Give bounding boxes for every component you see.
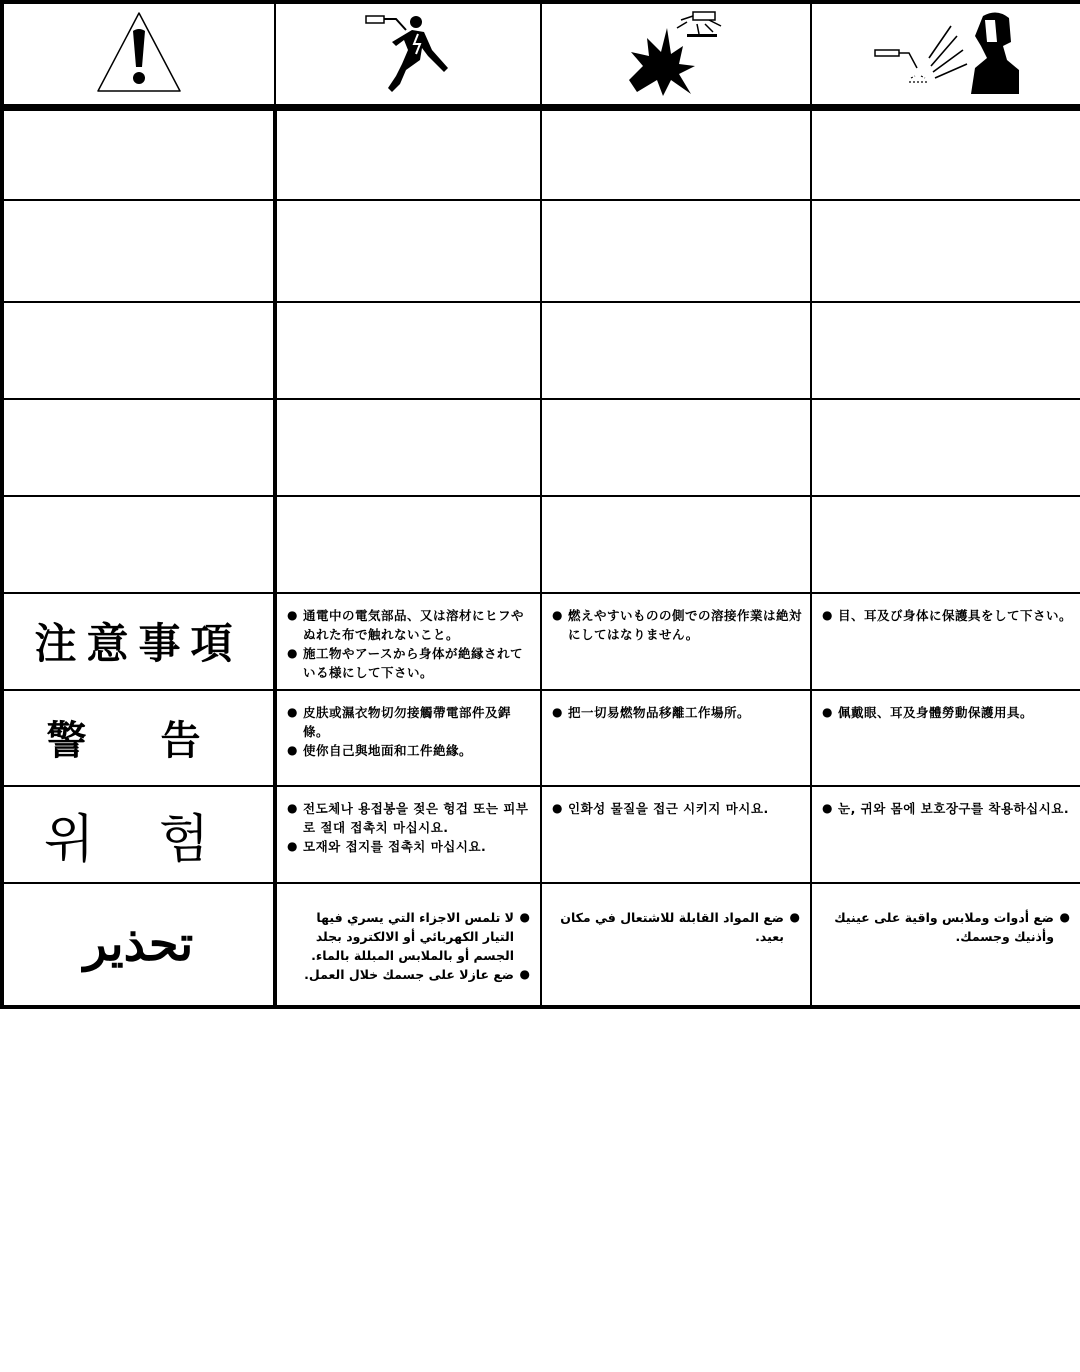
blank-cell xyxy=(541,399,811,496)
bullet-item: ● لا تلمس الاجزاء التي يسري فيها التيار الكهربائي أو الالكترود بجلد الجسم أو بالملابس المبللة بالماء. xyxy=(287,908,530,965)
bullet-item: ● 눈, 귀와 몸에 보호장구를 착용하십시요. xyxy=(822,799,1072,818)
bullet-item: ● 施工物やアースから身体が絶縁されている様にして下さい。 xyxy=(287,644,532,682)
cell-fire-arabic xyxy=(541,883,811,1007)
cell-shock-arabic xyxy=(275,883,541,1007)
bullet-item: ● ضع المواد القابلة للاشتعال في مكان بعيد. xyxy=(552,908,800,946)
blank-cell xyxy=(2,399,275,496)
icon-cell-warning xyxy=(2,2,275,108)
bullet-item: ● 皮肤或濕衣物切勿接觸帶電部件及銲條。 xyxy=(287,703,532,741)
icon-cell-arc xyxy=(811,2,1080,108)
warning-triangle-icon xyxy=(94,9,184,95)
fire-explosion-icon xyxy=(621,6,731,98)
cell-shock-korean xyxy=(275,786,541,883)
label-japanese xyxy=(2,593,275,690)
cell-arc-arabic xyxy=(811,883,1080,1007)
blank-cell xyxy=(2,200,275,302)
bullet-item: ● ضع عازلا على جسمك خلال العمل. xyxy=(287,965,530,984)
cell-arc-korean xyxy=(811,786,1080,883)
arc-rays-icon xyxy=(871,6,1021,98)
blank-cell xyxy=(275,108,541,200)
blank-cell xyxy=(811,302,1080,399)
blank-cell xyxy=(811,200,1080,302)
label-arabic xyxy=(2,883,275,1007)
blank-cell xyxy=(2,496,275,593)
icon-cell-shock xyxy=(275,2,541,108)
label-korean-text: 위 험 xyxy=(44,809,233,870)
blank-row xyxy=(2,496,1080,593)
label-korean xyxy=(2,786,275,883)
blank-cell xyxy=(811,496,1080,593)
bullet-item: ● 把一切易燃物品移離工作場所。 xyxy=(552,703,802,722)
bullet-item: ● 인화성 물질을 접근 시키지 마시요. xyxy=(552,799,802,818)
bullet-item: ● 通電中の電気部品、又は溶材にヒフやぬれた布で触れないこと。 xyxy=(287,606,532,644)
blank-cell xyxy=(275,496,541,593)
bullet-item: ● 使你自己與地面和工件絶緣。 xyxy=(287,741,532,760)
bullet-item: ● 전도체나 용접봉을 젖은 헝겁 또는 피부로 절대 접촉치 마십시요. xyxy=(287,799,532,837)
bullet-item: ● 燃えやすいものの側での溶接作業は絶対にしてはなりません。 xyxy=(552,606,802,644)
blank-cell xyxy=(275,399,541,496)
icon-row xyxy=(2,2,1080,108)
blank-cell xyxy=(541,200,811,302)
blank-cell xyxy=(2,302,275,399)
blank-row xyxy=(2,200,1080,302)
blank-cell xyxy=(541,108,811,200)
cell-fire-japanese xyxy=(541,593,811,690)
label-arabic-text: تحذير xyxy=(83,916,194,972)
icon-cell-fire xyxy=(541,2,811,108)
row-arabic xyxy=(2,883,1080,1007)
bullet-item: ● 目、耳及び身体に保護具をして下さい。 xyxy=(822,606,1072,625)
electric-shock-icon xyxy=(362,8,454,96)
blank-cell xyxy=(811,108,1080,200)
blank-cell xyxy=(2,108,275,200)
row-japanese xyxy=(2,593,1080,690)
cell-shock-japanese xyxy=(275,593,541,690)
blank-row xyxy=(2,302,1080,399)
row-korean xyxy=(2,786,1080,883)
blank-cell xyxy=(541,302,811,399)
cell-shock-chinese xyxy=(275,690,541,786)
bullet-item: ● 佩戴眼、耳及身體勞動保護用具。 xyxy=(822,703,1072,722)
blank-cell xyxy=(275,302,541,399)
cell-arc-chinese xyxy=(811,690,1080,786)
blank-cell xyxy=(541,496,811,593)
label-japanese-text: 注意事項 xyxy=(34,619,243,668)
blank-cell xyxy=(811,399,1080,496)
blank-row xyxy=(2,108,1080,200)
label-chinese-text: 警 告 xyxy=(46,717,231,764)
row-chinese xyxy=(2,690,1080,786)
blank-row xyxy=(2,399,1080,496)
cell-fire-korean xyxy=(541,786,811,883)
cell-fire-chinese xyxy=(541,690,811,786)
label-chinese xyxy=(2,690,275,786)
bullet-item: ● ضع أدوات وملابس واقية على عينيك وأذنيك وجسمك. xyxy=(822,908,1070,946)
bullet-item: ● 모재와 접지를 접촉치 마십시요. xyxy=(287,837,532,856)
cell-arc-japanese xyxy=(811,593,1080,690)
blank-cell xyxy=(275,200,541,302)
